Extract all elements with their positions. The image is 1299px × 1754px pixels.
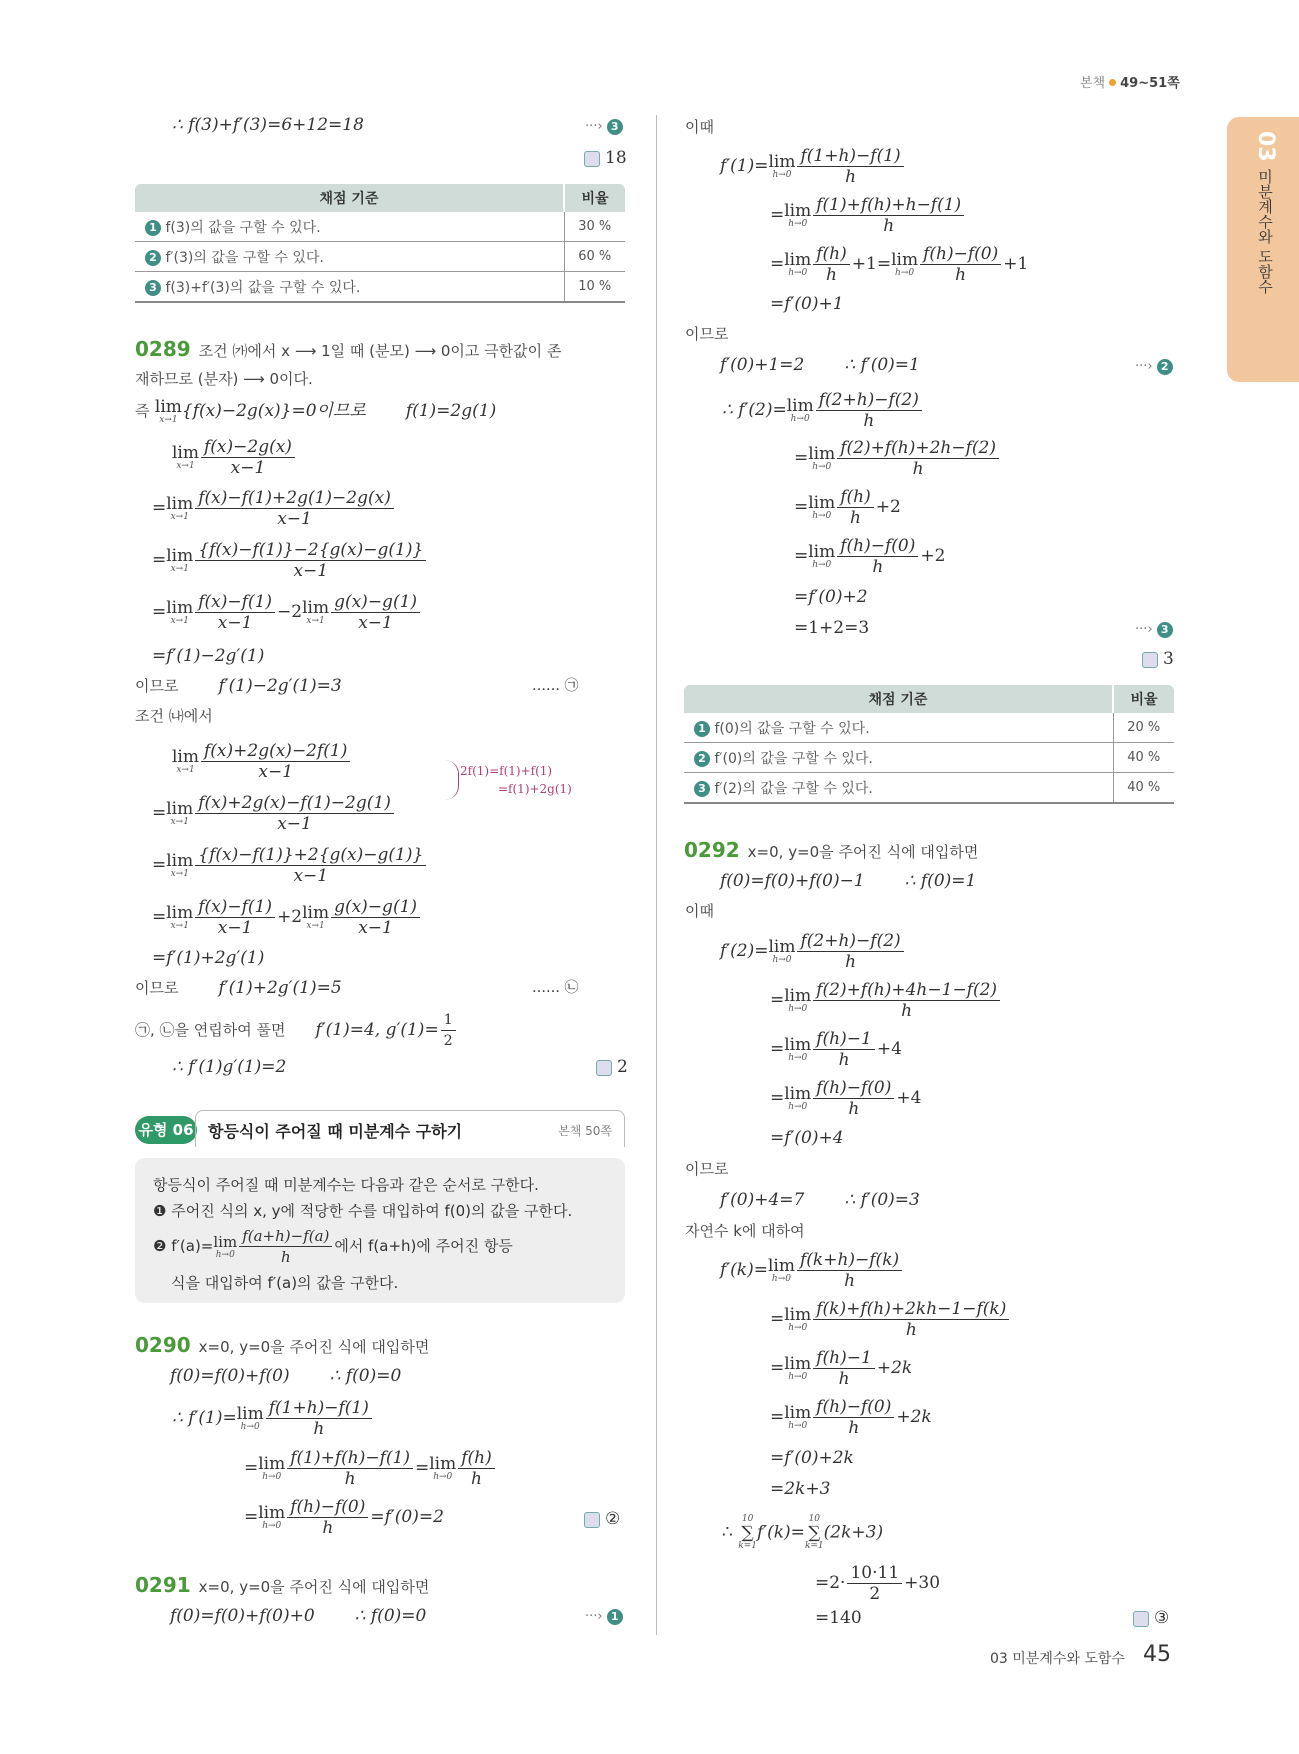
eq-line: =f′(1)+2g′(1) [152, 948, 265, 968]
step-marker: ···› 2 [1135, 356, 1173, 378]
eq-line: = lim x→1 $\frac{f(x)-f(1)}{x-1}$ −2 lim x→1 $\frac{g(x)-g(1)}{x-1}$ [152, 592, 422, 633]
answer-icon [584, 151, 600, 167]
eq-line: ∴ f′(2)= lim h→0 $\frac{f(2+h)-f(2)}{h}$ [722, 390, 924, 431]
text-label: 자연수 k에 대하여 [685, 1222, 805, 1240]
eq-line: f(0)=f(0)+f(0)−1 ∴ f(0)=1 [720, 871, 977, 891]
eq-line: =f′(0)+2k [770, 1448, 854, 1468]
footer-chapter: 03 미분계수와 도함수 [990, 1651, 1125, 1667]
problem-number: 0292 [684, 838, 740, 862]
intro-line: 재하므로 (분자) ⟶ 0이다. [135, 370, 313, 388]
solve-line: ㉠, ㉡을 연립하여 풀면 f′(1)=4, g′(1)= $\frac{1}{2}$ [135, 1010, 458, 1051]
table-row: 3 f′(2)의 값을 구할 수 있다. 40 % [684, 773, 1174, 804]
equation-mark: …… ㉠ [532, 678, 579, 694]
eq-line: = lim x→1 $\frac{f(x)-f(1)+2g(1)-2g(x)}{x-1}$ [152, 488, 396, 529]
book-label: 본책 [1080, 76, 1106, 91]
table-header-ratio: 비율 [1113, 685, 1174, 713]
eq-line: =2· $\frac{10\cdot 11}{2}$ +30 [815, 1563, 941, 1604]
eq-line: =f′(0)+4 [770, 1128, 844, 1148]
eq-line: lim x→1 $\frac{f(x)-2g(x)}{x-1}$ [172, 437, 297, 478]
chapter-number: 03 [1253, 131, 1278, 162]
eq-line: = lim h→0 $\frac{f(1)+f(h)+h-f(1)}{h}$ [770, 195, 966, 236]
page-range: 49~51쪽 [1120, 76, 1180, 91]
eq-line: = lim x→1 $\frac{\{f(x)-f(1)\}+2\{g(x)-g(1)\}}{x-1}$ [152, 845, 428, 886]
answer-icon [584, 1512, 600, 1528]
annotation-arrow-icon [444, 760, 459, 800]
eq-line: = lim x→1 $\frac{\{f(x)-f(1)\}-2\{g(x)-g(1)\}}{x-1}$ [152, 540, 428, 581]
eq-line: = lim h→0 $\frac{f(h)}{h}$ +2 [794, 487, 901, 528]
eq-line: = lim h→0 $\frac{f(h)-1}{h}$ +4 [770, 1029, 902, 1070]
dot-icon [1109, 79, 1116, 86]
answer: 18 [584, 147, 627, 169]
eq-line: = lim h→0 $\frac{f(h)}{h}$ +1= lim h→0 $\frac{f(h)-f(0)}{h}$ +1 [770, 244, 1029, 285]
type-title: 항등식이 주어질 때 미분계수 구하기 [208, 1122, 463, 1141]
tip-line: ❷ f′(a)= lim h→0 $\frac{f(a+h)-f(a)}{h}$ 에서 f(a+h)에 주어진 항등 [153, 1227, 513, 1266]
eq-line: = lim h→0 $\frac{f(h)-1}{h}$ +2k [770, 1348, 913, 1389]
column-divider [656, 115, 657, 1635]
problem-0290-intro: 0290 x=0, y=0을 주어진 식에 대입하면 [135, 1333, 430, 1357]
eq-line: =140 [815, 1608, 862, 1628]
tip-line: ❶ 주어진 식의 x, y에 적당한 수를 대입하여 f(0)의 값을 구한다. [153, 1202, 573, 1220]
eq-line: = lim x→1 $\frac{f(x)-f(1)}{x-1}$ +2 lim x→1 $\frac{g(x)-g(1)}{x-1}$ [152, 897, 422, 938]
eq-line: = lim h→0 $\frac{f(h)-f(0)}{h}$ +2 [794, 536, 946, 577]
scoring-table-2 [684, 685, 1174, 804]
eq-line: f′(k)= lim h→0 $\frac{f(k+h)-f(k)}{h}$ [720, 1250, 904, 1291]
type-title-box [195, 1110, 625, 1147]
table-row: 2 f′(3)의 값을 구할 수 있다. 60 % [135, 242, 625, 272]
problem-number: 0289 [135, 337, 191, 361]
tip-line: 항등식이 주어질 때 미분계수는 다음과 같은 순서로 구한다. [153, 1176, 539, 1194]
table-row: 3 f(3)+f′(3)의 값을 구할 수 있다. 10 % [135, 272, 625, 303]
type-06-header [135, 1110, 625, 1150]
limit-condition: 즉 lim x→1 {f(x)−2g(x)}=0이므로 f(1)=2g(1) [135, 397, 497, 425]
page-header [1080, 72, 1180, 91]
chapter-title: 미분계수와 도함수 [1256, 169, 1274, 294]
answer-icon [596, 1060, 612, 1076]
eq-line: =2k+3 [770, 1479, 831, 1499]
eq-line: = lim h→0 $\frac{f(1)+f(h)-f(1)}{h}$ = lim h→0 $\frac{f(h)}{h}$ [244, 1448, 497, 1489]
table-row: 1 f(3)의 값을 구할 수 있다. 30 % [135, 212, 625, 242]
eq-line: f′(0)+1=2 ∴ f′(0)=1 [720, 355, 920, 375]
final-line: ∴ f′(1)g′(1)=2 [172, 1057, 287, 1077]
table-header-ratio: 비율 [564, 184, 625, 212]
step-circle-icon: 1 [607, 1609, 623, 1625]
eq-line: = lim x→1 $\frac{f(x)+2g(x)-f(1)-2g(1)}{x-1}$ [152, 793, 396, 834]
eq-line: = lim h→0 $\frac{f(2)+f(h)+4h-1-f(2)}{h}$ [770, 980, 1002, 1021]
answer-icon [1142, 652, 1158, 668]
eq-line: f′(1)= lim h→0 $\frac{f(1+h)-f(1)}{h}$ [720, 146, 906, 187]
result-line: 이므로 f′(1)−2g′(1)=3 [135, 676, 342, 696]
tip-box [135, 1158, 625, 1303]
text-label: 이므로 [685, 1160, 729, 1178]
equation-mark: …… ㉡ [532, 980, 579, 996]
eq-line: = lim h→0 $\frac{f(h)-f(0)}{h}$ =f′(0)=2 [244, 1497, 444, 1538]
type-badge: 유형 06 [135, 1116, 197, 1144]
problem-0291-intro: 0291 x=0, y=0을 주어진 식에 대입하면 [135, 1573, 430, 1597]
eq-line: f′(0)+4=7 ∴ f′(0)=3 [720, 1190, 920, 1210]
eq-line: = lim h→0 $\frac{f(h)-f(0)}{h}$ +2k [770, 1397, 932, 1438]
eq-line: lim x→1 $\frac{f(x)+2g(x)-2f(1)}{x-1}$ [172, 741, 352, 782]
text-label: 이므로 [685, 325, 729, 343]
eq-line: =1+2=3 [794, 618, 870, 638]
problem-number: 0291 [135, 1573, 191, 1597]
step-circle-icon: 2 [1157, 359, 1173, 375]
sum-line: ∴ 10 ∑ k=1 f′(k)= 10 ∑ k=1 (2k+3) [722, 1514, 884, 1551]
prev-conclusion: ∴ f(3)+f′(3)=6+12=18 [172, 115, 364, 135]
eq-line: = lim h→0 $\frac{f(h)-f(0)}{h}$ +4 [770, 1078, 922, 1119]
eq-line: f′(2)= lim h→0 $\frac{f(2+h)-f(2)}{h}$ [720, 931, 906, 972]
step-marker: ···› 1 [585, 1606, 623, 1628]
text-label: 이때 [685, 902, 714, 920]
step-marker: ···› 3 [1135, 619, 1173, 641]
step-circle-icon: 3 [607, 119, 623, 135]
answer-icon [1133, 1611, 1149, 1627]
annotation-note: =f(1)+2g(1) [498, 782, 572, 796]
page-number: 45 [1143, 1642, 1171, 1667]
text-label: 이때 [685, 118, 714, 136]
type-page-ref[interactable]: 본책 50쪽 [558, 1124, 612, 1138]
problem-number: 0290 [135, 1333, 191, 1357]
problem-0292-intro: 0292 x=0, y=0을 주어진 식에 대입하면 [684, 838, 979, 862]
result-line: 이므로 f′(1)+2g′(1)=5 [135, 978, 342, 998]
eq-line: =f′(0)+1 [770, 294, 844, 314]
answer: 3 [1142, 648, 1174, 670]
tip-line: 식을 대입하여 f′(a)의 값을 구한다. [171, 1274, 399, 1292]
table-header-criteria: 채점 기준 [684, 685, 1113, 713]
step-circle-icon: 3 [1157, 622, 1173, 638]
eq-line: f(0)=f(0)+f(0) ∴ f(0)=0 [170, 1366, 402, 1386]
eq-line: f(0)=f(0)+f(0)+0 ∴ f(0)=0 [170, 1606, 427, 1626]
answer: ② [584, 1508, 620, 1530]
table-row: 2 f′(0)의 값을 구할 수 있다. 40 % [684, 743, 1174, 773]
answer: ③ [1133, 1607, 1169, 1629]
answer: 2 [596, 1056, 628, 1078]
eq-line: =f′(0)+2 [794, 587, 868, 607]
table-header-criteria: 채점 기준 [135, 184, 564, 212]
annotation-note: 2f(1)=f(1)+f(1) [460, 764, 553, 778]
eq-line: = lim h→0 $\frac{f(2)+f(h)+2h-f(2)}{h}$ [794, 438, 1001, 479]
condition-label: 조건 ㈏에서 [135, 707, 213, 725]
scoring-table-1 [135, 184, 625, 303]
eq-line: = lim h→0 $\frac{f(k)+f(h)+2kh-1-f(k)}{h}$ [770, 1299, 1011, 1340]
chapter-side-tab[interactable] [1227, 117, 1299, 382]
eq-line: =f′(1)−2g′(1) [152, 646, 265, 666]
table-row: 1 f(0)의 값을 구할 수 있다. 20 % [684, 713, 1174, 743]
eq-line: ∴ f′(1)= lim h→0 $\frac{f(1+h)-f(1)}{h}$ [172, 1398, 374, 1439]
problem-0289-intro: 0289 조건 ㈎에서 x ⟶ 1일 때 (분모) ⟶ 0이고 극한값이 존 [135, 337, 562, 361]
step-marker: ···› 3 [585, 116, 623, 138]
